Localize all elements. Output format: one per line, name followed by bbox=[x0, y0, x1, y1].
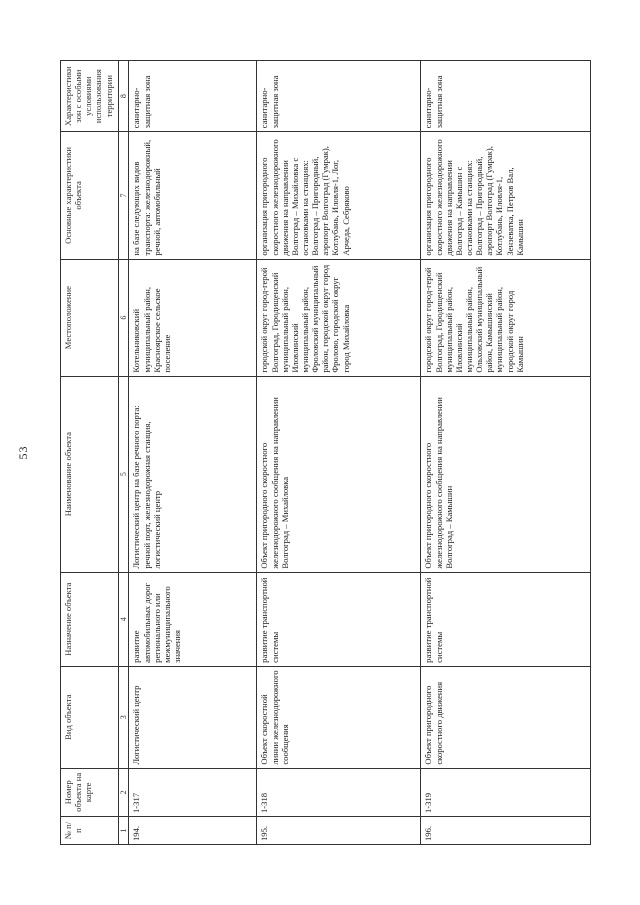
header-row bbox=[61, 61, 119, 845]
object-name: Логистический центр на базе речного порта: речной порт, железнодорожная станция, логистический центр bbox=[129, 376, 257, 572]
column-number: 5 bbox=[119, 376, 129, 572]
objects-table bbox=[60, 60, 591, 845]
object-location: городской округ город-герой Волгоград, Городищенский муниципальный район, Иловлинский муниципальный район, Ольховский муниципальный район, Камышинский муниципальный район, городской округ город Камышин bbox=[421, 259, 591, 376]
column-number: 2 bbox=[119, 768, 129, 816]
row-number: 195. bbox=[257, 817, 421, 845]
table-row bbox=[129, 61, 257, 845]
zone-characteristics: санитарно-защитная зона bbox=[421, 61, 591, 132]
object-characteristics: организация пригородного скоростного железнодорожного движения на направлении Волгоград – Михайловка с остановками на станциях: Волгоград – Пригородный, аэропорт Волгоград (Гумрак), Котлубань, Иловля-1, Лог, Арчеда, Себряково bbox=[257, 132, 421, 259]
zone-characteristics: санитарно-защитная зона bbox=[257, 61, 421, 132]
object-location: городской округ город-герой Волгоград, Городищенский муниципальный район, Иловлинский муниципальный район, Фроловский муниципальный район, городской округ город Фролово, городской округ город Михайловка bbox=[257, 259, 421, 376]
header-map-id: Номер объекта на карте bbox=[61, 768, 119, 816]
object-purpose: развитие транспортной системы bbox=[257, 572, 421, 666]
object-type: Объект скоростной линии железнодорожного сообщения bbox=[257, 666, 421, 768]
rotated-content bbox=[16, 60, 580, 845]
row-number: 194. bbox=[129, 817, 257, 845]
column-number: 8 bbox=[119, 61, 129, 132]
map-id: 1-319 bbox=[421, 768, 591, 816]
object-type: Объект пригородного скоростного движения bbox=[421, 666, 591, 768]
header-zones: Характеристики зон с особыми условиями использования территории bbox=[61, 61, 119, 132]
table-row bbox=[257, 61, 421, 845]
header-no: № п/п bbox=[61, 817, 119, 845]
object-characteristics: организация пригородного скоростного железнодорожного движения на направлении Волгоград – Камышин с остановками на станциях: Волгоград – Пригородный, аэропорт Волгоград (Гумрак), Котлубань, Иловля-1, Зензеватка, Петров Вал, Камышин bbox=[421, 132, 591, 259]
table-row bbox=[421, 61, 591, 845]
column-number: 3 bbox=[119, 666, 129, 768]
map-id: 1-317 bbox=[129, 768, 257, 816]
page-number: 53 bbox=[16, 445, 30, 460]
header-characteristics: Основные характеристики объекта bbox=[61, 132, 119, 259]
map-id: 1-318 bbox=[257, 768, 421, 816]
object-characteristics: на базе следующих видов транспорта: железнодорожный, речной, автомобильный bbox=[129, 132, 257, 259]
object-name: Объект пригородного скоростного железнодорожного сообщения на направлении Волгоград – Камышин bbox=[421, 376, 591, 572]
header-purpose: Назначение объекта bbox=[61, 572, 119, 666]
object-name: Объект пригородного скоростного железнодорожного сообщения на направлении Волгоград – Михайловка bbox=[257, 376, 421, 572]
column-number: 6 bbox=[119, 259, 129, 376]
column-number: 1 bbox=[119, 817, 129, 845]
object-type: Логистический центр bbox=[129, 666, 257, 768]
object-location: Котельниковский муниципальный район, Красноярское сельское поселение bbox=[129, 259, 257, 376]
column-number: 7 bbox=[119, 132, 129, 259]
zone-characteristics: санитарно-защитная зона bbox=[129, 61, 257, 132]
object-purpose: развитие транспортной системы bbox=[421, 572, 591, 666]
header-location: Местоположение bbox=[61, 259, 119, 376]
column-number: 4 bbox=[119, 572, 129, 666]
object-purpose: развитие автомобильных дорог регионального или межмуниципального значения bbox=[129, 572, 257, 666]
column-number-row bbox=[119, 61, 129, 845]
header-type: Вид объекта bbox=[61, 666, 119, 768]
header-name: Наименование объекта bbox=[61, 376, 119, 572]
row-number: 196. bbox=[421, 817, 591, 845]
